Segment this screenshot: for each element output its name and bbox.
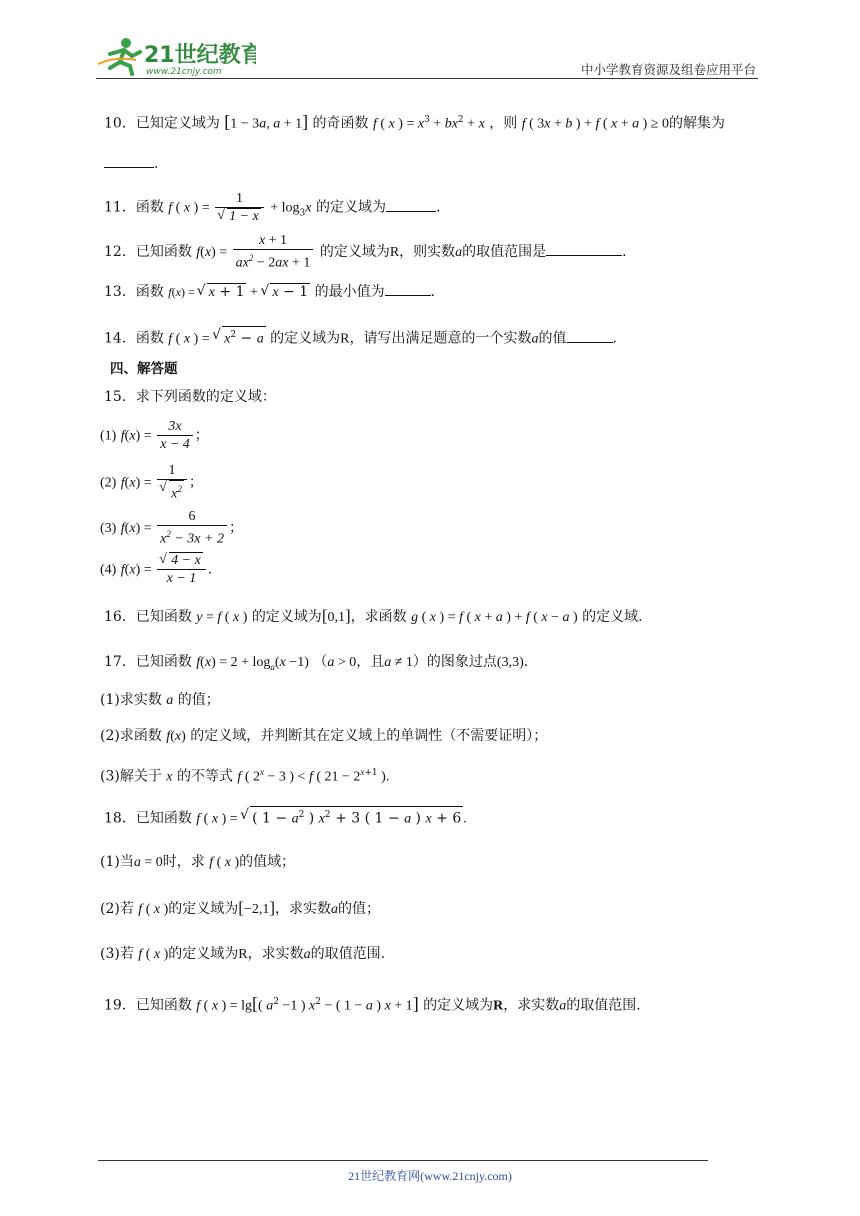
question-12: 12．已知函数 f(x) = $\frac{x + 1}{ax^2 - 2ax + 1}$ 的定义域为R，则实数a的取值范围是 . (104, 233, 627, 271)
svg-text:21世纪教育: 21世纪教育 (144, 43, 256, 68)
section-heading: 四、解答题 (110, 361, 178, 377)
answer-blank (386, 209, 436, 212)
footer-link[interactable]: 21世纪教育网(www.21cnjy.com) (348, 1169, 512, 1183)
question-18-part-1: (1)当a = 0时，求 f ( x )的值域； (100, 854, 296, 870)
question-18-part-3: (3)若 f ( x )的定义域为R，求实数a的取值范围. (100, 946, 386, 962)
question-17-part-2: (2)求函数 f(x) 的定义域，并判断其在定义域上的单调性（不需要证明）； (100, 728, 548, 744)
question-18-part-2: (2)若 f ( x )的定义域为[−2,1]，求实数a的值； (100, 898, 380, 917)
question-17-part-3: (3)解关于 x 的不等式 f ( $2^x - 3$ ) < f ( $21 - 2^{x+1}$ ). (100, 767, 390, 785)
question-13: 13．函数 f(x) = √ x + 1 + √ x − 1 的最小值为 . (104, 282, 435, 303)
question-10: 10．已知定义域为 [1 − 3a, a + 1] 的奇函数 f ( x ) = $x^3 + bx^2 + x$ ，则 f ( 3x + b ) + f ( x + a ) ≥ 0的解集为 (104, 111, 725, 132)
question-11: 11．函数 f ( x ) = 1 √ 1 − x + $\log_3x$ 的定义域为 . (104, 190, 440, 225)
svg-text:www.21cnjy.com: www.21cnjy.com (146, 67, 222, 77)
footer-divider (98, 1160, 708, 1161)
question-10-answer: . (104, 154, 158, 174)
question-15: 15．求下列函数的定义域： (104, 389, 276, 405)
question-19: 19．已知函数 f ( x ) = lg[( $a^2 -1$ ) $x^2$ − ( 1 − a ) x + 1] 的定义域为R，求实数a的取值范围. (104, 993, 641, 1014)
fraction: $\frac{x + 1}{ax^2 - 2ax + 1}$ (233, 232, 314, 272)
answer-blank (567, 340, 613, 343)
runner-icon (98, 38, 140, 74)
question-18: 18．已知函数 f ( x ) = √ ( $1 - a^2$ ) $x^2 + 3$ ( 1 − a ) x + 6 . (104, 806, 467, 830)
question-14: 14．函数 f ( x ) = √ $x^2 - a$ 的定义域为R，请写出满足题意的一个实数a的值 . (104, 326, 617, 350)
answer-blank (104, 165, 154, 168)
question-15-part-4: (4) f(x) = √ $\frac{4 - x}{x - 1}$ . (100, 552, 212, 587)
header-divider (96, 78, 758, 79)
question-17-part-1: (1)求实数 a 的值； (100, 692, 220, 708)
fraction: 1 √ 1 − x (215, 190, 264, 225)
answer-blank (546, 253, 622, 256)
question-15-part-2: (2) f(x) = 1 √ $x^2$ ； (100, 462, 203, 503)
site-logo (96, 34, 256, 78)
question-15-part-3: (3) f(x) = $\frac{6}{x^2 - 3x + 2}$ ； (100, 509, 243, 547)
platform-name: 中小学教育资源及组卷应用平台 (580, 62, 756, 77)
question-16: 16．已知函数 y = f ( x ) 的定义域为[0,1]，求函数 g ( x ) = f ( x + a ) + f ( x − a ) 的定义域. (104, 606, 643, 625)
answer-blank (385, 293, 431, 296)
question-15-part-1: (1) f(x) = $\frac{3x}{x - 4}$ ； (100, 419, 209, 452)
question-17: 17．已知函数 $f(x) = 2 + \log_a(x -1) (a > 0$，且a ≠ 1）的图象过点(3,3). (104, 654, 529, 672)
